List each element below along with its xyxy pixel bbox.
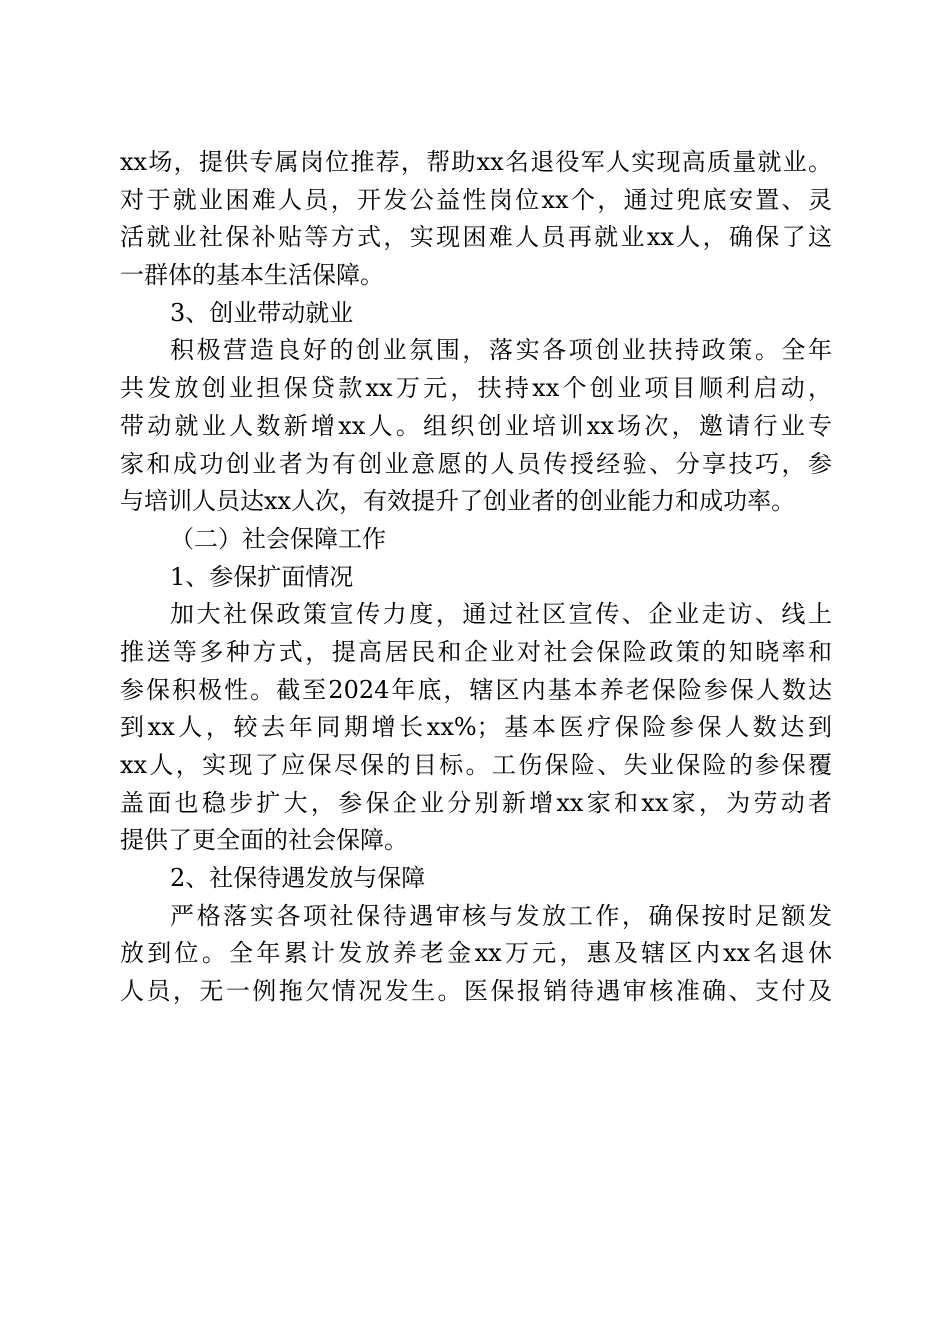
text-line: 盖面也稳步扩大，参保企业分别新增xx家和xx家，为劳动者 (120, 788, 832, 817)
text-line: 参保积极性。截至2024年底，辖区内基本养老保险参保人数达 (120, 675, 832, 704)
text-line: 到xx人，较去年同期增长xx%；基本医疗保险参保人数达到 (120, 713, 832, 742)
text-line: 与培训人员达xx人次，有效提升了创业者的创业能力和成功率。 (120, 487, 796, 516)
text-line: 推送等多种方式，提高居民和企业对社会保险政策的知晓率和 (120, 637, 832, 666)
text-line: 积极营造良好的创业氛围，落实各项创业扶持政策。全年 (170, 336, 832, 365)
paragraph (120, 332, 832, 520)
text-line: 人员，无一例拖欠情况发生。医保报销待遇审核准确、支付及 (120, 977, 832, 1006)
section-heading (120, 521, 832, 559)
section-heading (120, 559, 832, 597)
text-line: 共发放创业担保贷款xx万元，扶持xx个创业项目顺利启动， (120, 374, 832, 403)
text-line: 严格落实各项社保待遇审核与发放工作，确保按时足额发 (170, 901, 832, 930)
text-line: 提供了更全面的社会保障。 (120, 826, 408, 855)
text-line: 一群体的基本生活保障。 (120, 261, 384, 290)
text-line: 活就业社保补贴等方式，实现困难人员再就业xx人，确保了这 (120, 223, 832, 252)
document-page-body (120, 144, 832, 1011)
text-line: 对于就业困难人员，开发公益性岗位xx个，通过兜底安置、灵 (120, 185, 832, 214)
text-line: 加大社保政策宣传力度，通过社区宣传、企业走访、线上 (170, 600, 832, 629)
text-line: 放到位。全年累计发放养老金xx万元，惠及辖区内xx名退休 (120, 939, 832, 968)
section-heading (120, 295, 832, 333)
text-line: 带动就业人数新增xx人。组织创业培训xx场次，邀请行业专 (120, 411, 832, 440)
paragraph (120, 898, 832, 1011)
text-line: 1、参保扩面情况 (170, 562, 354, 591)
text-line: （二）社会保障工作 (170, 524, 386, 553)
section-heading (120, 860, 832, 898)
text-line: 家和成功创业者为有创业意愿的人员传授经验、分享技巧，参 (120, 449, 832, 478)
text-line: 2、社保待遇发放与保障 (170, 864, 426, 893)
paragraph (120, 596, 832, 860)
text-line: 3、创业带动就业 (170, 298, 354, 327)
text-line: xx人，实现了应保尽保的目标。工伤保险、失业保险的参保覆 (120, 751, 832, 779)
paragraph (120, 144, 832, 295)
text-line: xx场，提供专属岗位推荐，帮助xx名退役军人实现高质量就业。 (120, 148, 832, 176)
